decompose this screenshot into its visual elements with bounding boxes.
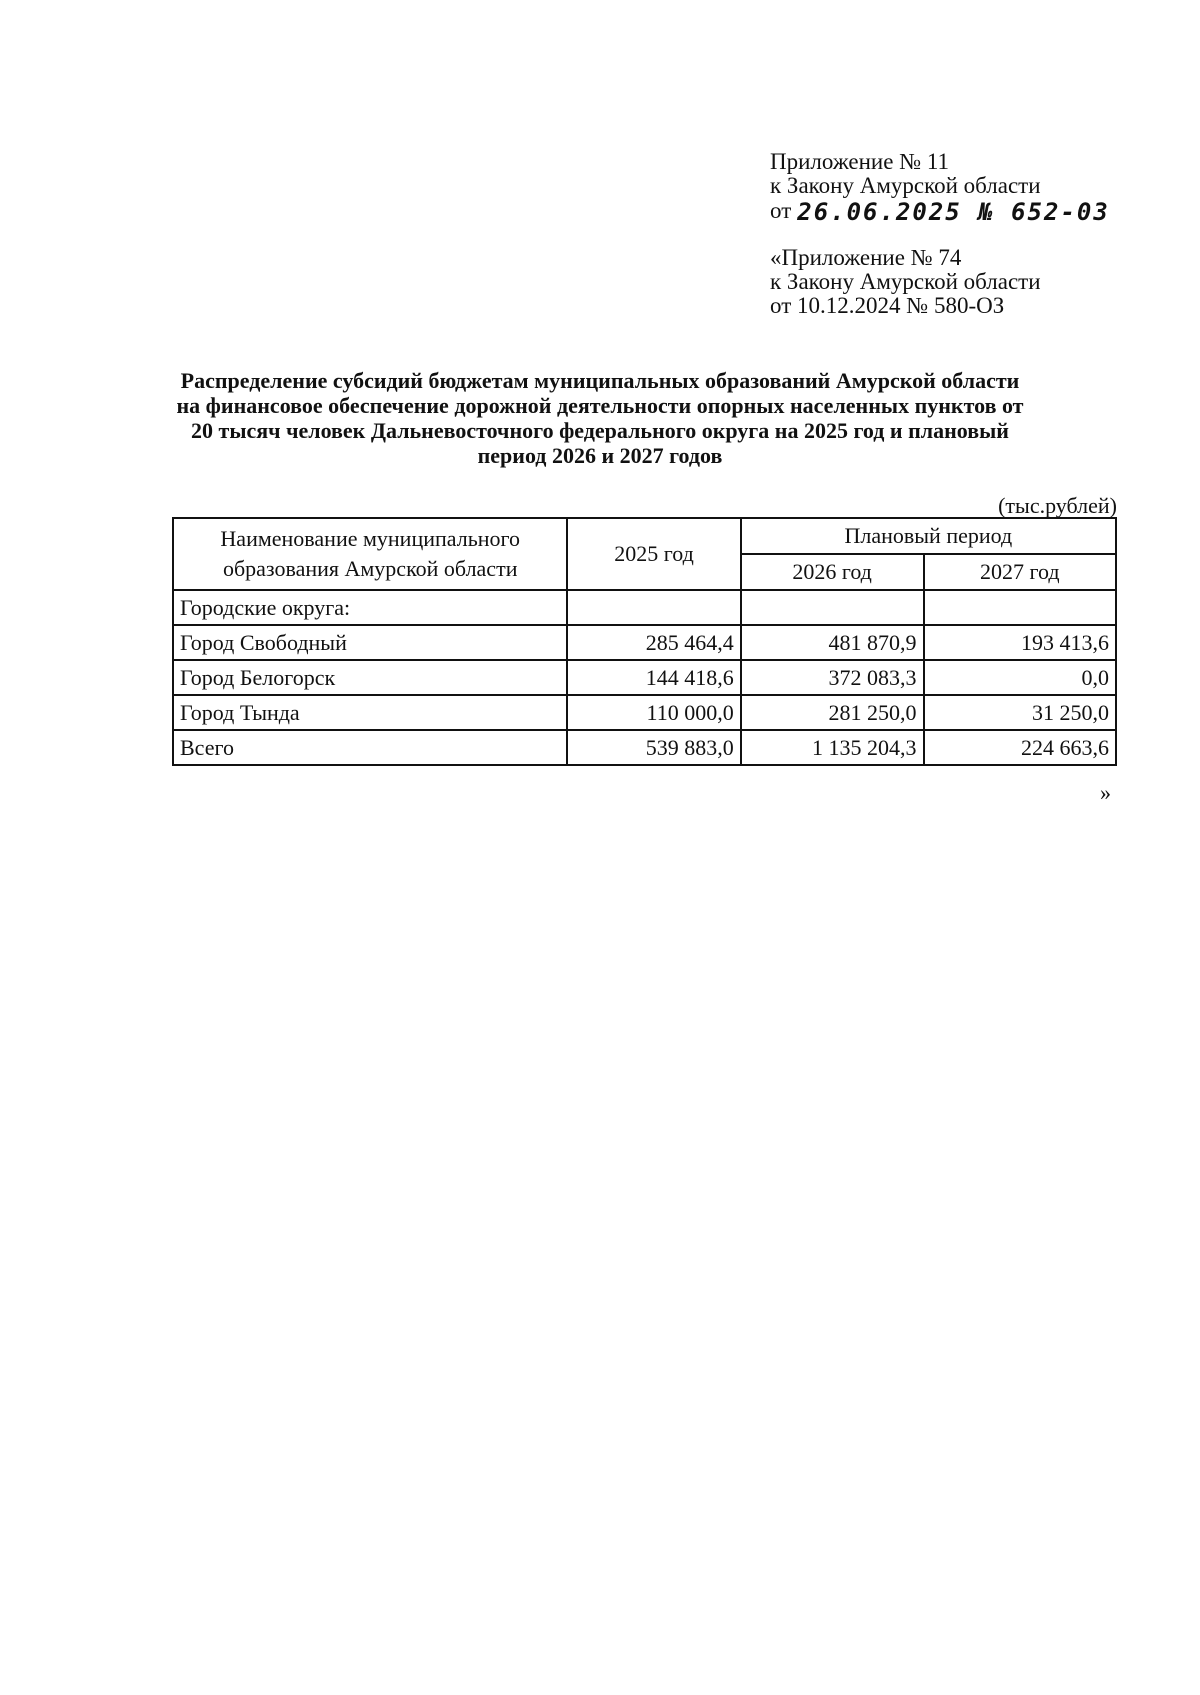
value-2026: 372 083,3 [741,660,924,695]
section-empty-cell [924,590,1116,625]
appendix-old-law: к Закону Амурской области [770,269,1041,294]
header-2025: 2025 год [567,518,740,590]
title-line-1: Распределение субсидий бюджетам муниципальных образований Амурской области [180,368,1020,393]
header-2027: 2027 год [924,554,1116,590]
subsidy-table [172,517,1117,766]
header-planned-period: Плановый период [741,518,1116,554]
value-2025: 144 418,6 [567,660,740,695]
header-name-line-2: образования Амурской области [222,556,518,581]
total-2025: 539 883,0 [567,730,740,765]
value-2027: 31 250,0 [924,695,1116,730]
value-2027: 193 413,6 [924,625,1116,660]
title-line-4: период 2026 и 2027 годов [477,443,723,468]
value-2025: 285 464,4 [567,625,740,660]
appendix-old-number: «Приложение № 74 [770,245,962,270]
value-2026: 281 250,0 [741,695,924,730]
municipality-name: Город Тында [173,695,567,730]
closing-quote: » [1100,780,1111,805]
title-line-3: 20 тысяч человек Дальневосточного федерального округа на 2025 год и плановый [191,418,1009,443]
appendix-law: к Закону Амурской области [770,173,1041,198]
table-row [173,660,1116,695]
header-2026: 2026 год [741,554,924,590]
section-empty-cell [741,590,924,625]
appendix-old-date: от 10.12.2024 № 580-ОЗ [770,293,1005,318]
section-label: Городские округа: [173,590,567,625]
table-header-row-1 [173,518,1116,554]
total-2026: 1 135 204,3 [741,730,924,765]
appendix-number: Приложение № 11 [770,149,950,174]
municipality-name: Город Белогорск [173,660,567,695]
value-2026: 481 870,9 [741,625,924,660]
handwritten-date-number: 26.06.2025 № 652-03 [797,198,1110,226]
total-label: Всего [173,730,567,765]
document-title [150,368,1050,468]
units-label: (тыс.рублей) [998,493,1117,518]
total-2027: 224 663,6 [924,730,1116,765]
section-empty-cell [567,590,740,625]
appendix-date-prefix: от [770,198,792,223]
appendix-new-reference [770,149,1110,226]
header-municipality-name [173,518,567,590]
appendix-old-reference [770,246,1041,318]
value-2027: 0,0 [924,660,1116,695]
header-name-line-1: Наименование муниципального [220,526,520,551]
municipality-name: Город Свободный [173,625,567,660]
table-section-row [173,590,1116,625]
table-total-row [173,730,1116,765]
appendix-date-line [770,198,1110,226]
table-row [173,695,1116,730]
title-line-2: на финансовое обеспечение дорожной деятельности опорных населенных пунктов от [176,393,1024,418]
table-row [173,625,1116,660]
value-2025: 110 000,0 [567,695,740,730]
